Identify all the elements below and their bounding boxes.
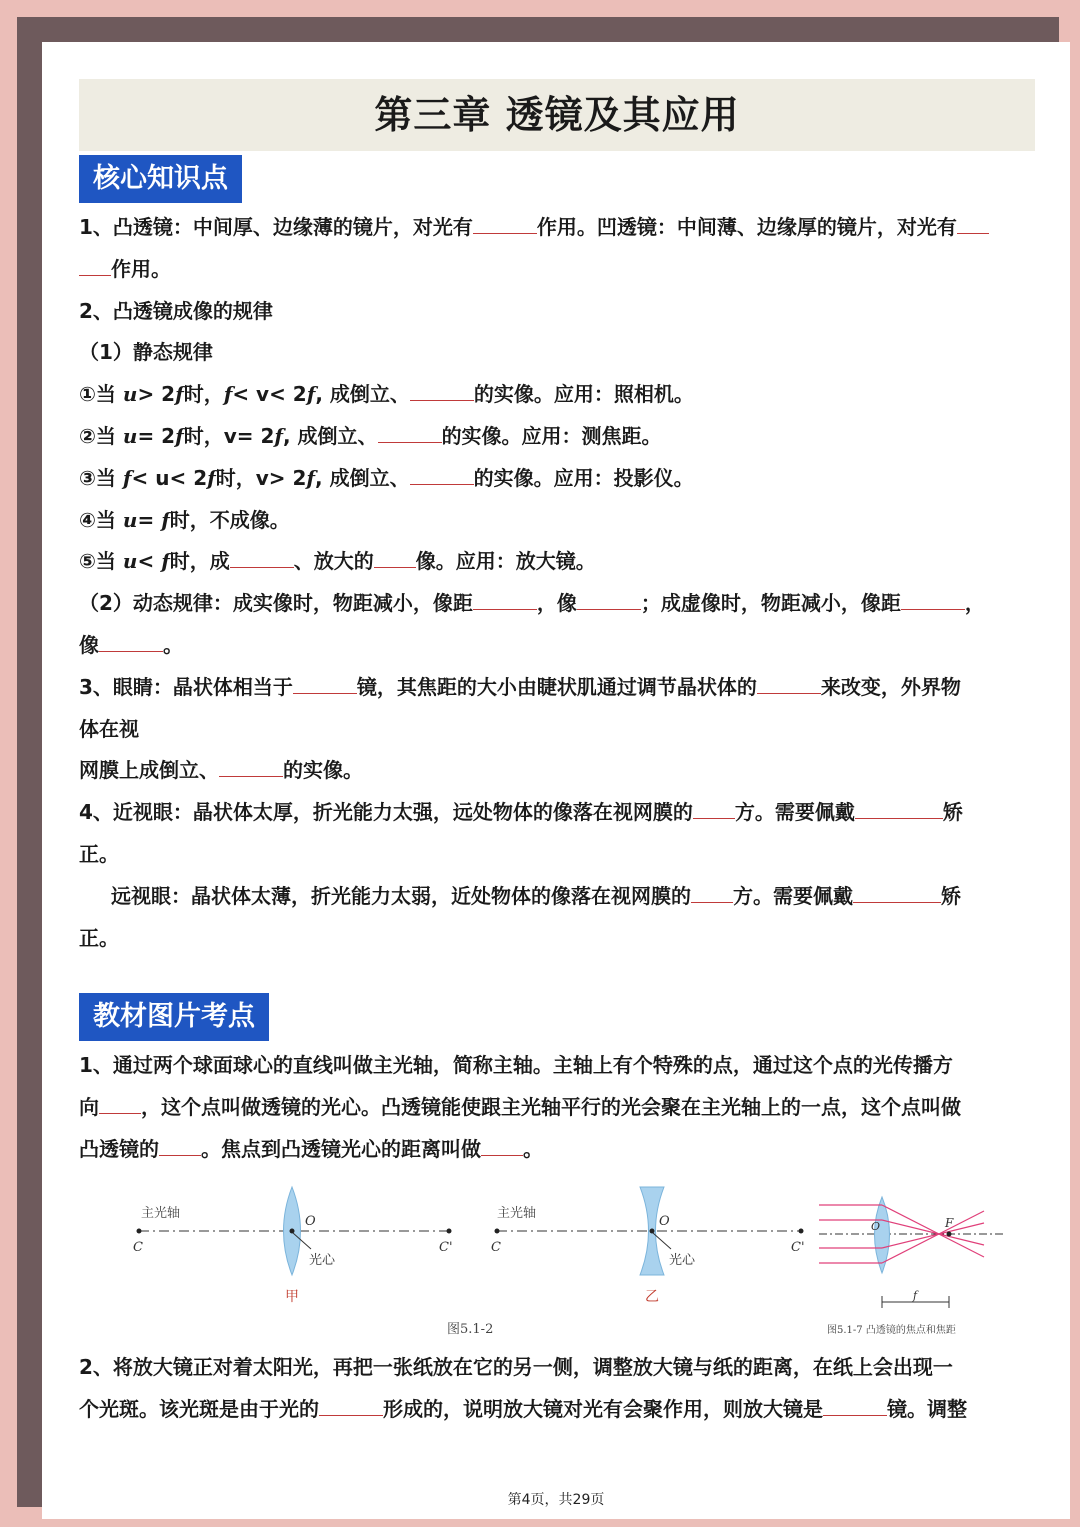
focal-point <box>947 1231 952 1236</box>
blank[interactable] <box>159 1133 201 1156</box>
label-c-prime-jia: C' <box>439 1239 453 1255</box>
convex-lens-focus <box>875 1197 890 1273</box>
core-item-4: 4、近视眼：晶状体太厚，折光能力太强，远处物体的像落在视网膜的 方。需要佩戴 矫 <box>79 792 1035 834</box>
blank[interactable] <box>473 587 537 610</box>
optical-center-jia <box>290 1228 295 1233</box>
label-o-yi: O <box>659 1213 670 1229</box>
dynamic-rules: （2）动态规律：成实像时，物距减小，像距 ，像 ；成虚像时，物距减小，像距 ， <box>79 583 1035 625</box>
blank[interactable] <box>374 545 416 568</box>
point-c-prime-jia <box>447 1228 452 1233</box>
core-item-1: 1、凸透镜：中间厚、边缘薄的镜片，对光有 作用。凹透镜：中间薄、边缘厚的镜片，对光有 <box>79 207 1035 249</box>
blank[interactable] <box>757 671 821 694</box>
label-o-focus: O <box>871 1219 881 1233</box>
core-item-3: 3、眼睛：晶状体相当于 镜，其焦距的大小由睫状肌通过调节晶状体的 来改变，外界物 <box>79 667 1035 709</box>
textbook-points <box>79 1045 1035 1430</box>
optical-center-yi <box>650 1228 655 1233</box>
axis-label-yi: 主光轴 <box>497 1205 537 1221</box>
concave-lens-figure <box>491 1187 805 1305</box>
label-c-prime-yi: C' <box>791 1239 805 1255</box>
lens-diagram <box>79 1177 1035 1347</box>
core-item-4b-cont: 正。 <box>79 925 119 950</box>
rule-3: ③当 f< u< 2f时，v> 2f, 成倒立、 的实像。应用：投影仪。 <box>79 458 1035 500</box>
caption-fig-5-1-7: 图5.1-7 凸透镜的焦点和焦距 <box>827 1324 956 1336</box>
ray-out <box>882 1220 984 1245</box>
label-small-f: f <box>913 1288 918 1302</box>
lens-figures <box>79 1177 1035 1347</box>
caption-fig-5-1-2: 图5.1-2 <box>447 1321 494 1337</box>
page-frame <box>17 17 1059 1507</box>
blank[interactable] <box>957 211 989 234</box>
blank[interactable] <box>853 880 941 903</box>
blank[interactable] <box>319 1393 383 1416</box>
blank[interactable] <box>823 1393 887 1416</box>
label-o-jia: O <box>305 1213 316 1229</box>
textbook-item-2-cont: 个光斑。该光斑是由于光的 形成的，说明放大镜对光有会聚作用，则放大镜是 镜。调整 <box>79 1389 1035 1431</box>
center-label-yi: 光心 <box>669 1252 696 1268</box>
point-c-jia <box>137 1228 142 1233</box>
blank[interactable] <box>855 796 943 819</box>
blank[interactable] <box>691 880 733 903</box>
dynamic-rules-cont: 像 。 <box>79 625 1035 667</box>
section-core-heading: 核心知识点 <box>79 155 242 203</box>
blank[interactable] <box>410 462 474 485</box>
textbook-item-1-cont: 向 ，这个点叫做透镜的光心。凸透镜能使跟主光轴平行的光会聚在主光轴上的一点，这个点叫做 <box>79 1087 1035 1129</box>
point-c-yi <box>495 1228 500 1233</box>
core-item-2: 2、凸透镜成像的规律 <box>79 298 273 323</box>
blank[interactable] <box>410 378 474 401</box>
document-page <box>42 42 1070 1519</box>
label-c-jia: C <box>133 1239 143 1255</box>
blank[interactable] <box>230 545 294 568</box>
ray-out <box>882 1205 984 1257</box>
label-c-yi: C <box>491 1239 501 1255</box>
blank[interactable] <box>79 253 111 276</box>
center-label-jia: 光心 <box>309 1252 336 1268</box>
rule-1: ①当 u> 2f时，f< v< 2f, 成倒立、 的实像。应用：照相机。 <box>79 374 1035 416</box>
caption-jia: 甲 <box>285 1288 299 1305</box>
blank[interactable] <box>473 211 537 234</box>
core-item-4b: 远视眼：晶状体太薄，折光能力太弱，近处物体的像落在视网膜的 方。需要佩戴 矫 <box>79 876 1035 918</box>
core-knowledge <box>79 207 1035 959</box>
page-footer: 第4页，共29页 <box>507 1492 605 1508</box>
caption-yi: 乙 <box>645 1288 659 1305</box>
ray-out <box>882 1223 984 1248</box>
ray-out <box>882 1211 984 1263</box>
blank[interactable] <box>693 796 735 819</box>
blank[interactable] <box>219 754 283 777</box>
focal-point-figure <box>819 1197 1004 1336</box>
rule-4: ④当 u= f时，不成像。 <box>79 507 290 532</box>
textbook-item-1-cont2: 凸透镜的 。焦点到凸透镜光心的距离叫做 。 <box>79 1129 1035 1171</box>
static-rules-heading: （1）静态规律 <box>79 340 213 365</box>
axis-label-jia: 主光轴 <box>141 1205 181 1221</box>
core-item-3-cont: 体在视 <box>79 716 139 741</box>
core-item-3-cont2: 网膜上成倒立、 的实像。 <box>79 750 1035 792</box>
blank[interactable] <box>293 671 357 694</box>
blank[interactable] <box>901 587 965 610</box>
rule-5: ⑤当 u< f时，成 、放大的 像。应用：放大镜。 <box>79 541 1035 583</box>
blank[interactable] <box>99 629 163 652</box>
core-item-1-cont: 作用。 <box>79 249 1035 291</box>
point-c-prime-yi <box>799 1228 804 1233</box>
blank[interactable] <box>378 420 442 443</box>
blank[interactable] <box>99 1091 141 1114</box>
convex-lens-figure <box>133 1187 453 1305</box>
textbook-item-1: 1、通过两个球面球心的直线叫做主光轴，简称主轴。主轴上有个特殊的点，通过这个点的光传播方 <box>79 1053 953 1078</box>
blank[interactable] <box>481 1133 523 1156</box>
label-focus: F <box>945 1215 954 1230</box>
rule-2: ②当 u= 2f时，v= 2f, 成倒立、 的实像。应用：测焦距。 <box>79 416 1035 458</box>
content <box>79 79 1035 1430</box>
chapter-title: 第三章 透镜及其应用 <box>79 79 1035 151</box>
textbook-item-2: 2、将放大镜正对着太阳光，再把一张纸放在它的另一侧，调整放大镜与纸的距离，在纸上会出现一 <box>79 1354 953 1379</box>
blank[interactable] <box>577 587 641 610</box>
core-item-4-cont: 正。 <box>79 841 119 866</box>
section-textbook-heading: 教材图片考点 <box>79 993 269 1041</box>
